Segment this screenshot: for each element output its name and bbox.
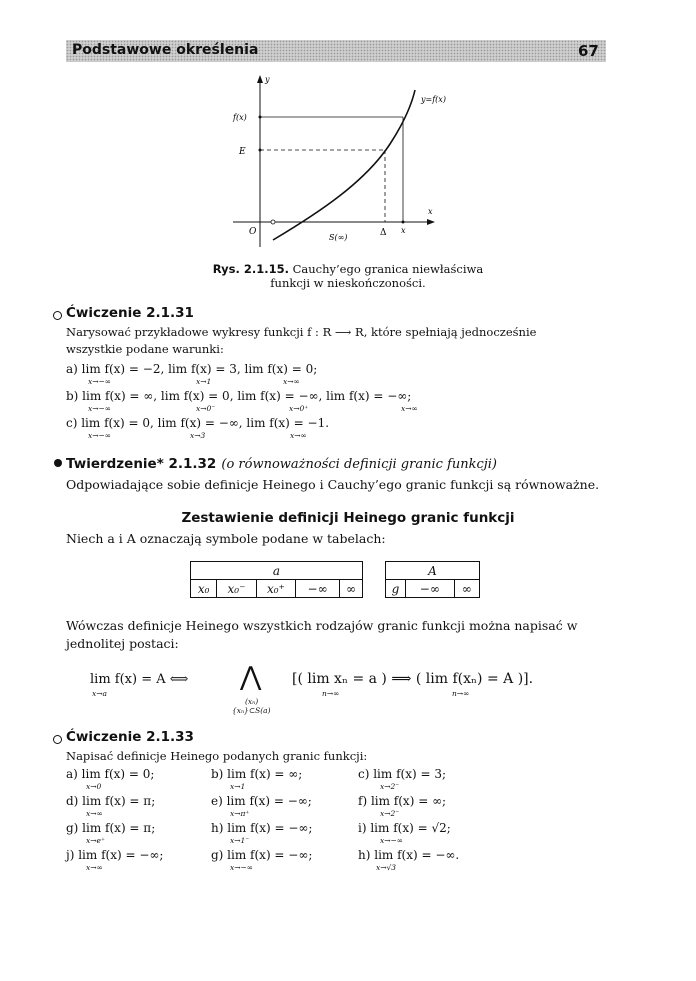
table-a-cell: x₀⁻ [217, 580, 256, 598]
table-a-cell: x₀ [191, 580, 217, 598]
ex33-row4-s3: x→√3 [376, 863, 397, 872]
ex31-a-sub1: x→−∞ [88, 377, 112, 386]
exercise-31-a: a) lim f(x) = −2, lim f(x) = 3, lim f(x) = 0; [66, 362, 318, 376]
exercise-31-b: b) lim f(x) = ∞, lim f(x) = 0, lim f(x) = −∞, lim f(x) = −∞; [66, 389, 412, 403]
s-start-marker [271, 220, 275, 224]
y-label: y [265, 75, 270, 84]
table-a [190, 561, 363, 598]
table-A-cell: g [386, 580, 406, 598]
ex33-row1-c3: c) lim f(x) = 3; [358, 767, 447, 781]
ex33-row2-c1: d) lim f(x) = π; [66, 794, 156, 808]
theorem-bullet-icon [54, 459, 62, 467]
ex31-b-sub3: x→0⁺ [289, 404, 309, 413]
ex33-row2-s2: x→π⁺ [230, 809, 250, 818]
table-a-cell: −∞ [296, 580, 340, 598]
ex33-row3-c2: h) lim f(x) = −∞; [211, 821, 313, 835]
formula-left: lim f(x) = A ⟺ [90, 672, 189, 687]
table-a-header: a [191, 562, 363, 580]
table-A-cell: −∞ [406, 580, 455, 598]
formula-right-sub1: n→∞ [322, 689, 340, 698]
ex33-row2-c2: e) lim f(x) = −∞; [211, 794, 312, 808]
exercise-31-title: Ćwiczenie 2.1.31 [66, 305, 194, 321]
caption-line2: funkcji w nieskończoności. [270, 276, 426, 290]
delta-label: Δ [380, 228, 387, 238]
table-A-cell: ∞ [454, 580, 479, 598]
exercise-31-intro2: wszystkie podane warunki: [66, 342, 224, 356]
fx-label: f(x) [233, 113, 247, 122]
ex33-row3-s1: x→e⁺ [86, 836, 105, 845]
caption-label: Rys. 2.1.15. [212, 262, 289, 276]
theorem-label: Twierdzenie* 2.1.32 [66, 456, 217, 472]
page-number: 67 [578, 42, 599, 60]
ex33-row4-c1: j) lim f(x) = −∞; [66, 848, 164, 862]
ex31-c-sub2: x→3 [190, 431, 206, 440]
ex31-b-sub1: x→−∞ [88, 404, 112, 413]
exercise-31-c: c) lim f(x) = 0, lim f(x) = −∞, lim f(x) = −1. [66, 416, 330, 430]
ex33-row4-c2: g) lim f(x) = −∞; [211, 848, 313, 862]
x-axis-arrow [427, 219, 435, 225]
ex33-row4-s1: x→∞ [86, 863, 103, 872]
figure-caption [148, 262, 548, 290]
ex33-row3-c1: g) lim f(x) = π; [66, 821, 156, 835]
formula-wedge-sub2: {xₙ}⊂S(a) [232, 706, 271, 715]
table-A-header: A [386, 562, 480, 580]
exercise-marker-icon [53, 311, 62, 320]
epsilon-label: E [239, 147, 246, 157]
running-header-title: Podstawowe określenia [72, 42, 259, 58]
ex31-b-sub2: x→0⁻ [196, 404, 216, 413]
ex33-row2-s1: x→∞ [86, 809, 103, 818]
ex33-row1-s2: x→1 [230, 782, 246, 791]
theorem-title: (o równoważności definicji granic funkcji) [221, 457, 497, 472]
ex31-a-sub2: x→1 [196, 377, 212, 386]
formula-left-sub: x→a [92, 689, 107, 698]
figure-graph [225, 72, 495, 252]
formula-wedge-sub1: (xₙ) [245, 697, 259, 706]
x-axis-label: x [428, 207, 433, 216]
exercise-31-intro1: Narysować przykładowe wykresy funkcji f : R ⟶ R, które spełniają jednocześnie [66, 325, 537, 339]
formula-right-sub2: n→∞ [452, 689, 470, 698]
curve [273, 90, 415, 240]
ex33-row2-s3: x→2⁻ [380, 809, 400, 818]
ex33-row4-s2: x→−∞ [230, 863, 254, 872]
formula-wedge: ⋀ [240, 662, 262, 692]
ex31-b-sub4: x→∞ [401, 404, 418, 413]
summary-after1: Wówczas definicje Heinego wszystkich rodzajów granic funkcji można napisać w [66, 618, 578, 633]
ex33-row1-c1: a) lim f(x) = 0; [66, 767, 155, 781]
ex31-c-sub1: x→−∞ [88, 431, 112, 440]
formula-right: [( lim xₙ = a ) ⟹ ( lim f(xₙ) = A )]. [292, 671, 534, 687]
ex33-row3-s3: x→−∞ [380, 836, 404, 845]
ex33-row1-s3: x→2⁻ [380, 782, 400, 791]
theorem-text: Odpowiadające sobie definicje Heinego i Cauchy’ego granic funkcji są równoważne. [66, 477, 600, 492]
theorem-heading [66, 453, 497, 472]
origin-label: O [249, 227, 257, 237]
y-axis-arrow [257, 75, 263, 83]
ex33-row1-s1: x→0 [86, 782, 102, 791]
summary-heading: Zestawienie definicji Heinego granic funkcji [181, 510, 515, 526]
exercise-33-title: Ćwiczenie 2.1.33 [66, 729, 194, 745]
x-tick-label: x [401, 226, 406, 235]
table-a-cell: x₀⁺ [256, 580, 295, 598]
summary-after2: jednolitej postaci: [66, 636, 179, 651]
curve-label: y=f(x) [421, 95, 446, 104]
table-a-cell: ∞ [340, 580, 363, 598]
ex31-c-sub3: x→∞ [290, 431, 307, 440]
ex33-row3-s2: x→1⁻ [230, 836, 250, 845]
table-A [385, 561, 480, 598]
summary-intro: Niech a i A oznaczają symbole podane w tabelach: [66, 531, 386, 546]
ex31-a-sub3: x→∞ [283, 377, 300, 386]
ex33-row3-c3: i) lim f(x) = √2; [358, 821, 451, 835]
caption-line1: Cauchy’ego granica niewłaściwa [292, 262, 484, 276]
exercise-marker-icon [53, 735, 62, 744]
exercise-33-intro: Napisać definicje Heinego podanych granic funkcji: [66, 749, 368, 763]
ex33-row4-c3: h) lim f(x) = −∞. [358, 848, 460, 862]
s-label: S(∞) [329, 233, 348, 242]
ex33-row1-c2: b) lim f(x) = ∞; [211, 767, 303, 781]
ex33-row2-c3: f) lim f(x) = ∞; [358, 794, 447, 808]
